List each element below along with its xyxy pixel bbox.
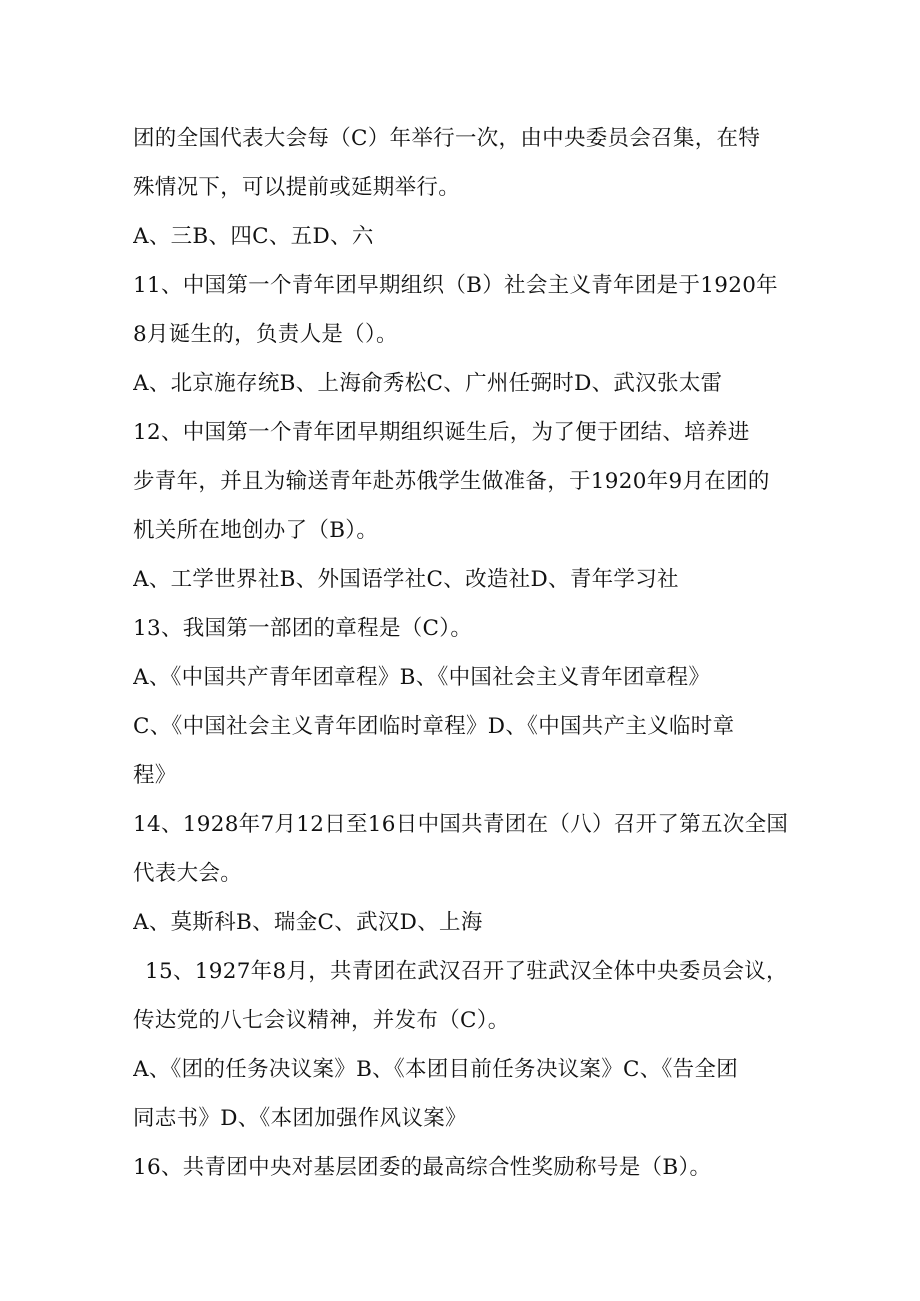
text-line: 机关所在地创办了（B）。: [133, 518, 379, 543]
document-body: [133, 114, 793, 1192]
text-line: A、莫斯科B、瑞金C、武汉D、上海: [133, 910, 483, 935]
text-line: 传达党的八七会议精神，并发布（C）。: [133, 1008, 510, 1033]
text-line: A、工学世界社B、外国语学社C、改造社D、青年学习社: [133, 567, 679, 592]
text-line: A、《中国共产青年团章程》B、《中国社会主义青年团章程》: [133, 665, 711, 690]
text-line: 同志书》D、《本团加强作风议案》: [133, 1106, 467, 1131]
text-line: 团的全国代表大会每（C）年举行一次，由中央委员会召集，在特: [133, 126, 761, 151]
text-line: C、《中国社会主义青年团临时章程》D、《中国共产主义临时章: [133, 714, 735, 739]
text-line: A、三B、四C、五D、六: [133, 224, 374, 249]
question-13: 13、我国第一部团的章程是（C）。: [133, 616, 473, 641]
text-line: 步青年，并且为输送青年赴苏俄学生做准备，于1920年9月在团的: [133, 469, 770, 494]
text-line: 代表大会。: [133, 861, 243, 886]
text-line: A、北京施存统B、上海俞秀松C、广州任弼时D、武汉张太雷: [133, 371, 723, 396]
question-14: 14、1928年7月12日至16日中国共青团在（八）召开了第五次全国: [133, 812, 789, 837]
text-line: 8月诞生的，负责人是（）。: [133, 322, 398, 347]
question-12: 12、中国第一个青年团早期组织诞生后，为了便于团结、培养进: [133, 420, 750, 445]
text-line: 殊情况下，可以提前或延期举行。: [133, 175, 461, 200]
question-15: 15、1927年8月，共青团在武汉召开了驻武汉全体中央委员会议，: [145, 959, 788, 984]
question-11: 11、中国第一个青年团早期组织（B）社会主义青年团是于1920年: [133, 273, 778, 298]
text-line: A、《团的任务决议案》B、《本团目前任务决议案》C、《告全团: [133, 1057, 739, 1082]
question-16: 16、共青团中央对基层团委的最高综合性奖励称号是（B）。: [133, 1155, 712, 1180]
text-line: 程》: [133, 763, 177, 788]
